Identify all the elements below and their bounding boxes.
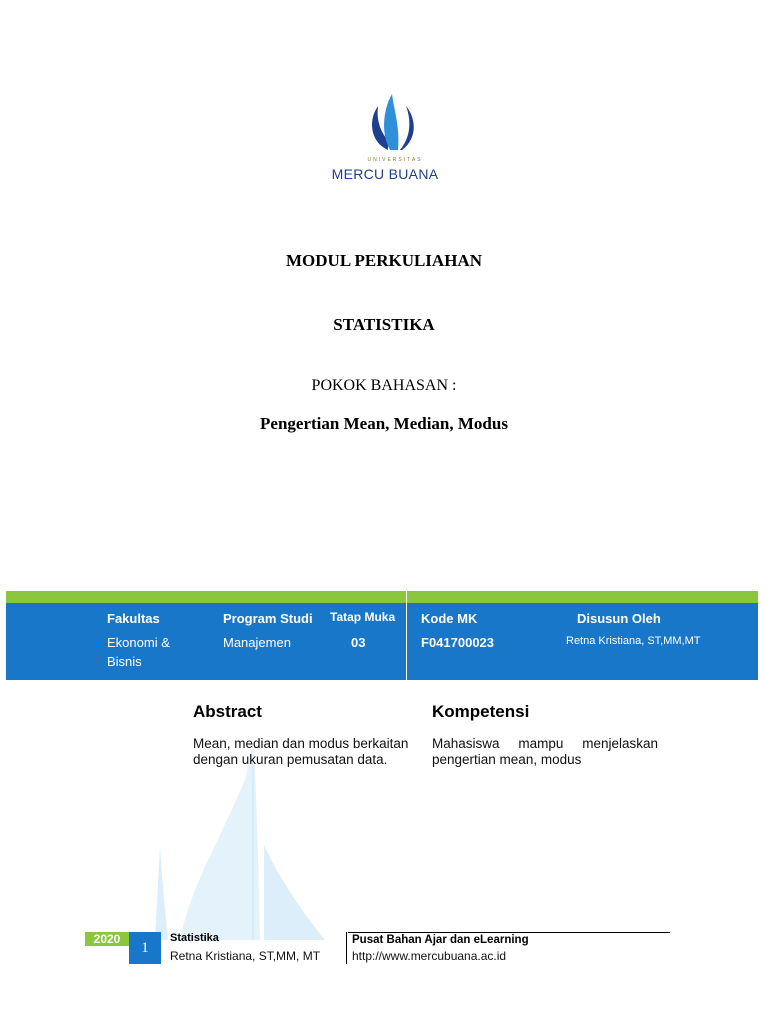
logo-university-name: MERCU BUANA <box>331 166 439 182</box>
module-title: MODUL PERKULIAHAN <box>286 251 482 270</box>
kompetensi-line-2: pengertian mean, modus <box>432 752 582 767</box>
tatap-muka-header: Tatap Muka <box>330 610 396 624</box>
program-studi-value: Manajemen <box>223 635 291 650</box>
topic-label: POKOK BAHASAN : <box>311 377 457 394</box>
abstract-line-1: Mean, median dan modus berkaitan <box>193 736 409 751</box>
fakultas-value-line2: Bisnis <box>107 654 142 669</box>
kompetensi-body <box>432 736 658 768</box>
footer-divider <box>346 932 347 964</box>
abstract-heading: Abstract <box>193 702 262 721</box>
tower-shape-right <box>264 845 325 940</box>
tatap-muka-value: 03 <box>351 635 366 650</box>
tower-watermark <box>150 740 380 940</box>
footer-course: Statistika <box>170 932 219 944</box>
info-band-divider <box>406 591 407 680</box>
footer-url-link[interactable]: http://www.mercubuana.ac.id <box>352 949 507 963</box>
topic-title: Pengertian Mean, Median, Modus <box>260 414 508 433</box>
logo-flame-right <box>400 106 414 150</box>
abstract-body <box>193 736 423 768</box>
program-studi-header: Program Studi <box>223 611 313 626</box>
kode-mk-header: Kode MK <box>421 611 478 626</box>
course-title: STATISTIKA <box>333 315 435 334</box>
tower-shape-left <box>155 845 168 940</box>
footer-page-number: 1 <box>129 932 161 964</box>
info-band-green-stripe <box>6 591 758 603</box>
kode-mk-value: F041700023 <box>421 635 495 650</box>
footer-rule <box>348 932 670 933</box>
tower-shape-center <box>180 740 260 940</box>
disusun-oleh-value: Retna Kristiana, ST,MM,MT <box>566 635 701 647</box>
fakultas-value-line1: Ekonomi & <box>107 635 170 650</box>
kompetensi-line-1: Mahasiswa mampu menjelaskan <box>432 736 658 751</box>
disusun-oleh-header: Disusun Oleh <box>577 611 661 626</box>
footer-center-name: Pusat Bahan Ajar dan eLearning <box>352 934 529 946</box>
logo-university-line: UNIVERSITAS <box>367 157 423 163</box>
kompetensi-heading: Kompetensi <box>432 702 530 721</box>
abstract-line-2: dengan ukuran pemusatan data. <box>193 752 388 767</box>
fakultas-header: Fakultas <box>107 611 160 626</box>
footer-author: Retna Kristiana, ST,MM, MT <box>170 949 321 963</box>
footer-year: 2020 <box>85 932 129 946</box>
